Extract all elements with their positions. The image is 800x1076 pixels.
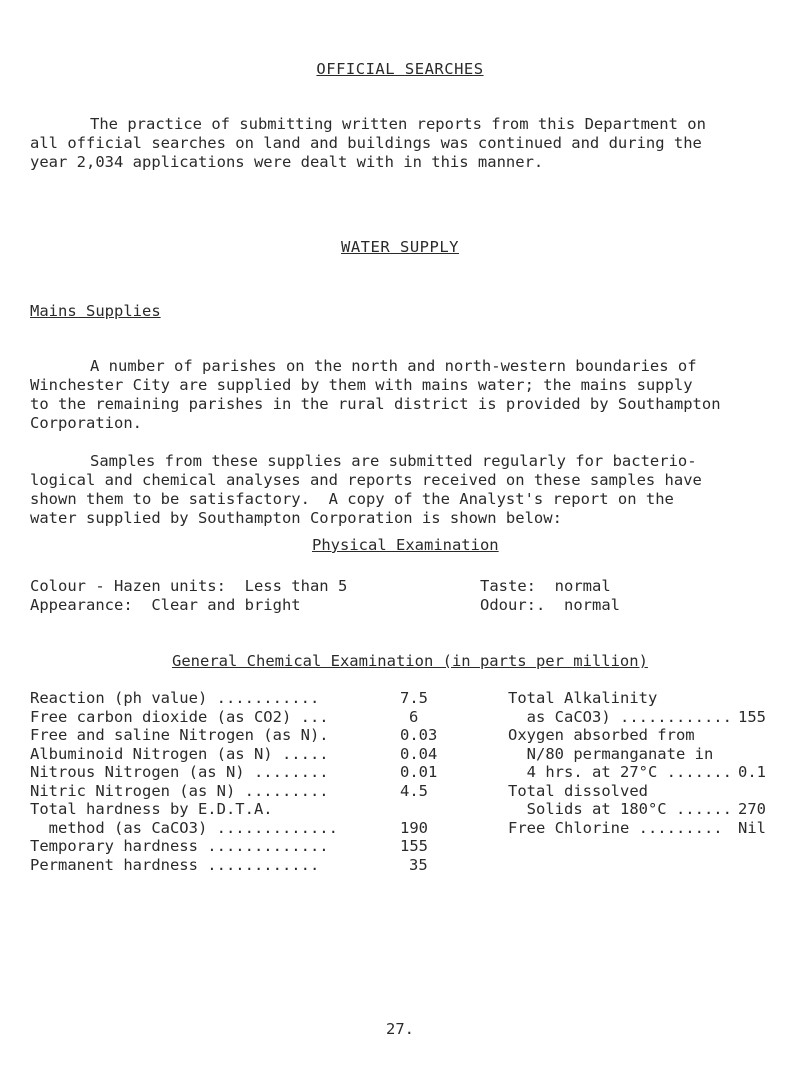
chemical-left-labels [30, 689, 338, 874]
intro-line: year 2,034 applications were dealt with in this manner. [30, 153, 544, 171]
chem-label: as CaCO3) ............ [508, 707, 732, 726]
samples-line: shown them to be satisfactory. A copy of the Analyst's report on the [30, 490, 674, 508]
chem-value [400, 800, 462, 819]
chem-label: Solids at 180°C ...... [508, 800, 732, 818]
taste-line: Taste: normal [480, 577, 611, 595]
chem-label: Free carbon dioxide (as CO2) ... [30, 707, 329, 726]
chem-label: 4 hrs. at 27°C ....... [508, 763, 732, 781]
samples-line: logical and chemical analyses and reports received on these samples have [30, 471, 702, 489]
chem-value: 0.01 [400, 763, 438, 781]
chem-label: Temporary hardness ............. [30, 837, 329, 855]
chem-value: 155 [738, 707, 766, 726]
mains-line: Corporation. [30, 414, 142, 432]
chem-value: 155 [400, 837, 428, 855]
mains-paragraph [30, 357, 721, 433]
chem-label: Total Alkalinity [508, 689, 658, 707]
chem-value [738, 745, 778, 764]
intro-line: The practice of submitting written reports from this Department on [90, 115, 706, 133]
odour-line: Odour:. normal [480, 596, 620, 614]
chem-value: 7.5 [400, 689, 428, 707]
chem-label: Total dissolved [508, 781, 648, 800]
chem-value [738, 782, 778, 801]
page-number: 27. [386, 1020, 414, 1038]
mains-line: A number of parishes on the north and north-western boundaries of [90, 357, 697, 375]
chemical-left-values [400, 689, 462, 874]
physical-examination-heading: Physical Examination [312, 536, 499, 554]
chem-value: 0.04 [400, 744, 438, 763]
samples-paragraph [30, 452, 702, 528]
mains-line: to the remaining parishes in the rural district is provided by Southampton [30, 395, 721, 413]
chemical-right-labels [508, 689, 732, 837]
chem-value: Nil [738, 818, 766, 837]
chem-value [738, 726, 778, 745]
intro-paragraph [30, 115, 706, 172]
chem-value: 190 [400, 818, 428, 837]
chem-value: 0.03 [400, 726, 438, 744]
chem-label: Total hardness by E.D.T.A. [30, 800, 273, 818]
chem-label: Nitrous Nitrogen (as N) ........ [30, 763, 329, 781]
chem-label: method (as CaCO3) ............. [30, 818, 338, 837]
chem-label: Albuminoid Nitrogen (as N) ..... [30, 744, 329, 763]
chem-value: 35 [409, 855, 428, 874]
chem-label: Oxygen absorbed from [508, 726, 695, 744]
samples-line: Samples from these supplies are submitted regularly for bacterio- [90, 452, 697, 470]
chem-label: Permanent hardness ............ [30, 855, 320, 874]
appearance-line: Appearance: Clear and bright [30, 596, 301, 614]
mains-line: Winchester City are supplied by them with mains water; the mains supply [30, 376, 693, 394]
chem-label: Nitric Nitrogen (as N) ......... [30, 781, 329, 800]
chem-value: 4.5 [400, 781, 428, 800]
chemical-right-values [738, 689, 778, 837]
samples-line: water supplied by Southampton Corporation is shown below: [30, 509, 562, 527]
chemical-examination-heading: General Chemical Examination (in parts per million) [172, 652, 648, 670]
page-title: OFFICIAL SEARCHES [316, 60, 484, 78]
water-supply-heading: WATER SUPPLY [341, 238, 459, 256]
intro-line: all official searches on land and buildings was continued and during the [30, 134, 702, 152]
mains-supplies-heading: Mains Supplies [30, 302, 161, 320]
chem-value: 270 [738, 800, 766, 818]
chem-label: Reaction (ph value) ........... [30, 689, 320, 707]
chem-label: Free and saline Nitrogen (as N). [30, 726, 329, 744]
colour-line: Colour - Hazen units: Less than 5 [30, 577, 348, 595]
chem-value: 0.1 [738, 763, 766, 781]
chem-value: 6 [409, 707, 419, 726]
chem-label: Free Chlorine ......... [508, 818, 723, 837]
chem-value [738, 689, 778, 708]
chem-label: N/80 permanganate in [508, 744, 714, 763]
